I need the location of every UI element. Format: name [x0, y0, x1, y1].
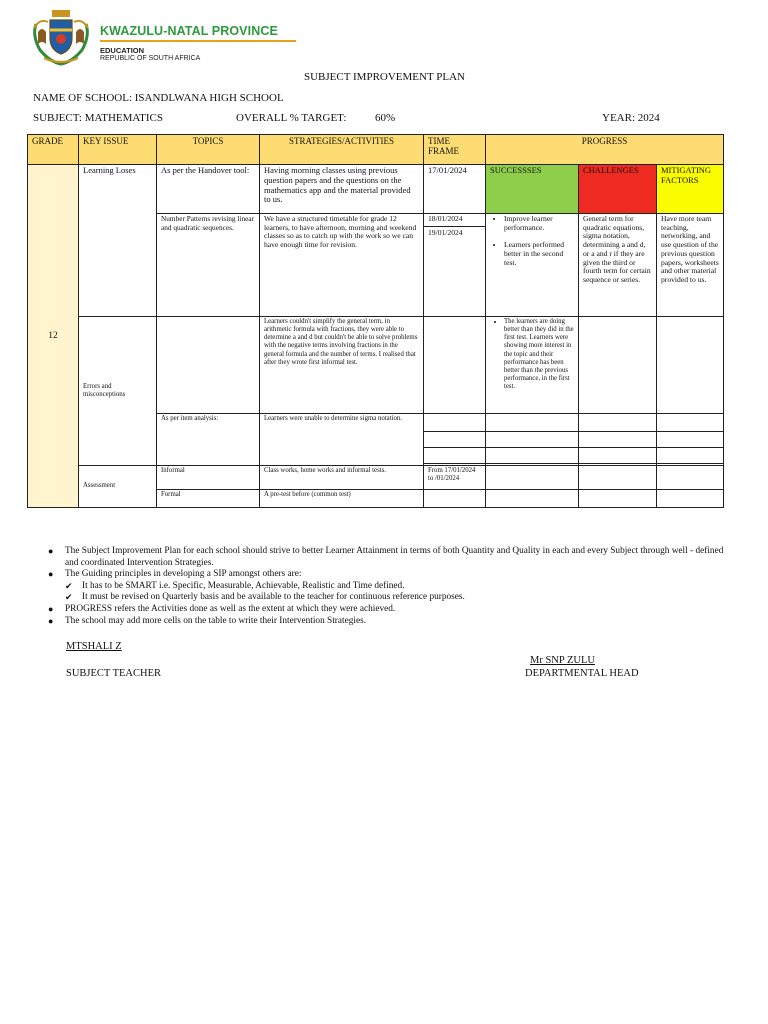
- topic-formal: Formal: [157, 490, 260, 508]
- successes-cell: [486, 214, 579, 317]
- successes-empty: [486, 432, 579, 448]
- logo-country-text: REPUBLIC OF SOUTH AFRICA: [100, 55, 201, 62]
- table-row: [28, 466, 724, 490]
- note-item: [48, 616, 738, 628]
- target-label: OVERALL % TARGET:: [236, 112, 347, 124]
- sub-note-text: It must be revised on Quarterly basis and be available to the teacher for continuous reference purposes.: [82, 592, 465, 603]
- header-strategies: STRATEGIES/ACTIVITIES: [260, 135, 424, 165]
- topic-number-patterns: Number Patterns revising linear and quadratic sequences.: [157, 214, 260, 317]
- topic-informal: Informal: [157, 466, 260, 490]
- strategy-sigma-notation: Learners were unable to determine sigma notation.: [260, 414, 424, 466]
- table-row: [28, 165, 724, 214]
- time-frame-2a: 18/01/2024: [428, 214, 463, 223]
- successes-empty: [486, 490, 579, 508]
- logo-province-text: KWAZULU-NATAL PROVINCE: [100, 24, 278, 38]
- challenges-empty: [579, 448, 657, 464]
- note-text: The Subject Improvement Plan for each school should strive to better Learner Attainment in terms of both Quantity and Quality in each and every Subject through well - defined and coordinated Intervention Strategies.: [65, 546, 724, 568]
- note-item: [48, 569, 738, 581]
- school-name: NAME OF SCHOOL: ISANDLWANA HIGH SCHOOL: [33, 92, 284, 104]
- list-item: • Learners performed better in the second test.: [504, 241, 574, 267]
- topic-item-analysis: As per item analysis:: [157, 414, 260, 466]
- mitigating-empty: [657, 432, 724, 448]
- challenges-empty: [579, 432, 657, 448]
- strategy-informal: Class works, home works and informal tests.: [260, 466, 424, 490]
- teacher-name: MTSHALI Z: [66, 641, 122, 652]
- time-frame-1: 17/01/2024: [424, 165, 486, 214]
- header-successes: SUCCESSSES: [486, 165, 579, 214]
- notes-section: [48, 546, 738, 627]
- bullet-icon: ●: [48, 569, 54, 580]
- document-title: SUBJECT IMPROVEMENT PLAN: [304, 71, 465, 83]
- errors-successes-cell: [486, 317, 579, 414]
- note-item: [48, 604, 738, 616]
- table-row: [28, 317, 724, 414]
- head-role: DEPARTMENTAL HEAD: [525, 668, 639, 679]
- list-item: • Improve learner performance.: [504, 215, 574, 232]
- subject-name: SUBJECT: MATHEMATICS: [33, 112, 163, 124]
- header-key-issue: KEY ISSUE: [79, 135, 157, 165]
- checkmark-icon: ✔: [65, 592, 73, 603]
- teacher-role: SUBJECT TEACHER: [66, 668, 162, 679]
- note-text: The school may add more cells on the table to write their Intervention Strategies.: [65, 615, 367, 626]
- logo-divider: [100, 40, 296, 42]
- strategy-morning-classes: Having morning classes using previous question papers and the questions on the mathematics app and the material provided to us.: [260, 165, 424, 214]
- mitigating-empty: [657, 490, 724, 508]
- grade-cell: 12: [28, 165, 79, 508]
- time-frame-2: [424, 214, 486, 317]
- header-mitigating: MITIGATING FACTORS: [657, 165, 724, 214]
- key-issue-errors: Errors and misconceptions: [79, 317, 157, 466]
- bullet-icon: ●: [48, 615, 54, 626]
- list-item: • The learners are doing better than they did in the first test. Learners were showing more interest in the topic and their performance has been better than the previous performance, in the first test.: [504, 318, 574, 391]
- header-grade: GRADE: [28, 135, 79, 165]
- mitigating-empty: [657, 414, 724, 432]
- target-value: 60%: [375, 112, 396, 124]
- sub-note-text: It has to be SMART i.e. Specific, Measurable, Achievable, Realistic and Time defined.: [82, 580, 405, 591]
- sub-note-item: [48, 592, 738, 604]
- errors-successes-list: [490, 318, 574, 391]
- strategy-general-term: Learners couldn't simplify the general term, in arithmetic formula with fractions, they were able to determine a and d but couldn't be able to solve problems with the negative terms involving fractions in the general formula and the number of terms. I realised that after they wrote first informal test.: [260, 317, 424, 414]
- topic-handover: As per the Handover tool:: [157, 165, 260, 214]
- sub-note-item: [48, 581, 738, 593]
- bullet-icon: ●: [48, 604, 54, 615]
- year-label: YEAR: 2024: [602, 112, 660, 124]
- kzn-education-logo: [30, 6, 278, 66]
- time-frame-empty: [424, 414, 486, 432]
- strategy-formal: A pre-test before (common test): [260, 490, 424, 508]
- challenges-empty: [579, 317, 657, 414]
- table-header-row: [28, 135, 724, 165]
- coat-of-arms-icon: [30, 6, 92, 66]
- header-challenges: CHALLENGES: [579, 165, 657, 214]
- note-text: The Guiding principles in developing a SIP amongst others are:: [65, 569, 302, 580]
- time-frame-2b: 19/01/2024: [424, 226, 485, 238]
- mitigating-cell: Have more team teaching, networking, and use question of the previous question papers, worksheets and other material provided to us.: [657, 214, 724, 317]
- key-issue-learning-loses: Learning Loses: [79, 165, 157, 317]
- improvement-plan-table: [27, 134, 724, 508]
- key-issue-assessment: Assessment: [79, 466, 157, 508]
- bullet-icon: ●: [48, 546, 54, 556]
- time-frame-empty: [424, 317, 486, 414]
- time-frame-empty: [424, 490, 486, 508]
- header-topics: TOPICS: [157, 135, 260, 165]
- checkmark-icon: ✔: [65, 580, 73, 591]
- successes-empty: [486, 466, 579, 490]
- time-frame-empty: [424, 432, 486, 448]
- mitigating-empty: [657, 317, 724, 414]
- time-frame-informal: From 17/01/2024 to /01/2024: [424, 466, 486, 490]
- header-progress: PROGRESS: [486, 135, 724, 165]
- logo-department-text: EDUCATION: [100, 46, 145, 55]
- challenges-empty: [579, 414, 657, 432]
- mitigating-empty: [657, 448, 724, 464]
- challenges-cell: General term for quadratic equations, sigma notation, determining a and d, or a and r if they are given the third or fourth term for certain sequence or series.: [579, 214, 657, 317]
- topic-empty: [157, 317, 260, 414]
- time-frame-empty: [424, 448, 486, 464]
- note-text: PROGRESS refers the Activities done as well as the extent at which they were achieved.: [65, 604, 396, 615]
- challenges-empty: [579, 466, 657, 490]
- successes-empty: [486, 414, 579, 432]
- challenges-empty: [579, 490, 657, 508]
- mitigating-empty: [657, 466, 724, 490]
- head-name: Mr SNP ZULU: [530, 655, 595, 666]
- note-item: [48, 546, 738, 569]
- header-time-frame: TIME FRAME: [424, 135, 486, 165]
- successes-empty: [486, 448, 579, 464]
- successes-list: [490, 215, 574, 268]
- strategy-structured-timetable: We have a structured timetable for grade 12 learners, to have afternoon, morning and weekend classes so as to catch up with the work so we can have enough time for revision.: [260, 214, 424, 317]
